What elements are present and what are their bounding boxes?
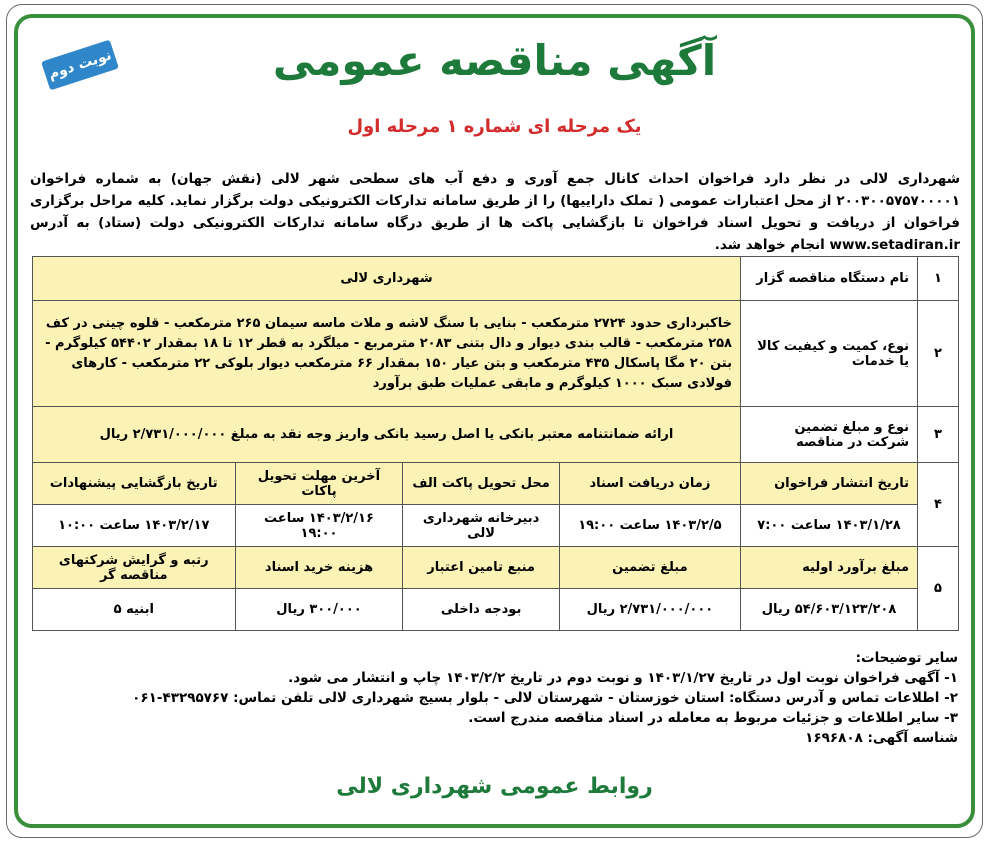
tender-table	[32, 256, 959, 631]
row-value: خاکبرداری حدود ۲۷۲۴ مترمکعب - بنایی با سنگ لاشه و ملات ماسه سیمان ۲۶۵ مترمکعب - قلوه چینی در کف ۲۵۸ مترمکعب - قالب بندی دیوار و دال بتنی ۲۰۸۳ مترمربع - میلگرد به قطر ۱۲ تا ۱۸ بمقدار ۵۴۴۰۲ کیلوگرم - بتن ۲۰ مگا پاسکال ۴۳۵ مترمکعب و بتن عیار ۱۵۰ بمقدار ۶۶ مترمکعب دیوار بلوکی ۲۲ مترمکعب - کارهای فولادی سبک ۱۰۰۰ کیلوگرم و مابقی عملیات طبق برآورد	[33, 301, 741, 407]
row-number: ۲	[918, 301, 959, 407]
header-cell: منبع تامین اعتبار	[403, 547, 559, 589]
second-round-badge: نوبت دوم	[41, 40, 119, 91]
intro-paragraph: شهرداری لالی در نظر دارد فراخوان احداث کانال جمع آوری و دفع آب های سطحی شهر لالی (نقش جهان) به شماره فراخوان ۲۰۰۳۰۰۵۷۵۷۰۰۰۰۱ از محل اعتبارات عمومی ( تملک داراییها) را از طریق سامانه تدارکات الکترونیکی دولت برگزار نماید. کلیه مراحل برگزاری فراخوان از دریافت و تحویل اسناد فراخوان تا بازگشایی پاکت ها از طریق درگاه سامانه تدارکات الکترونیکی دولت (ستاد) به آدرس www.setadiran.ir انجام خواهد شد.	[30, 171, 960, 253]
value-cell: ۵۴/۶۰۳/۱۲۳/۲۰۸ ریال	[741, 589, 918, 631]
value-cell: بودجه داخلی	[403, 589, 559, 631]
notes-heading: سایر توضیحات:	[855, 650, 958, 666]
row-number: ۴	[918, 463, 959, 547]
value-cell: ۱۴۰۳/۲/۱۷ ساعت ۱۰:۰۰	[33, 505, 236, 547]
row-label: نوع و مبلغ تضمین شرکت در مناقصه	[741, 407, 918, 463]
header-cell: محل تحویل پاکت الف	[403, 463, 559, 505]
table-row	[33, 301, 959, 407]
table-row	[33, 463, 959, 505]
value-cell: ۱۴۰۳/۲/۵ ساعت ۱۹:۰۰	[559, 505, 740, 547]
value-cell: ۱۴۰۳/۲/۱۶ ساعت ۱۹:۰۰	[235, 505, 403, 547]
note-item: ۱- آگهی فراخوان نوبت اول در تاریخ ۱۴۰۳/۱/۲۷ و نوبت دوم در تاریخ ۱۴۰۳/۲/۲ چاپ و انتشار می شود.	[288, 670, 958, 686]
row-label: نوع، کمیت و کیفیت کالا یا خدمات	[741, 301, 918, 407]
header-cell: تاریخ انتشار فراخوان	[741, 463, 918, 505]
page-title: آگهی مناقصه عمومی	[272, 36, 717, 85]
header-cell: آخرین مهلت تحویل پاکات	[235, 463, 403, 505]
table-row	[33, 589, 959, 631]
table-row	[33, 407, 959, 463]
header-cell: زمان دریافت اسناد	[559, 463, 740, 505]
row-number: ۳	[918, 407, 959, 463]
note-item: ۳- سایر اطلاعات و جزئیات مربوط به معامله در اسناد مناقصه مندرج است.	[468, 710, 958, 726]
row-label: نام دستگاه مناقصه گزار	[741, 257, 918, 301]
notes-section	[30, 648, 958, 748]
header-cell: مبلغ برآورد اولیه	[741, 547, 918, 589]
table-row	[33, 547, 959, 589]
value-cell: دبیرخانه شهرداری لالی	[403, 505, 559, 547]
value-cell: ابنیه ۵	[33, 589, 236, 631]
row-value: ارائه ضمانتنامه معتبر بانکی یا اصل رسید بانکی واریز وجه نقد به مبلغ ۲/۷۳۱/۰۰۰/۰۰۰ ریال	[33, 407, 741, 463]
value-cell: ۱۴۰۳/۱/۲۸ ساعت ۷:۰۰	[741, 505, 918, 547]
header-cell: مبلغ تضمین	[559, 547, 740, 589]
table-row	[33, 257, 959, 301]
value-cell: ۳۰۰/۰۰۰ ریال	[235, 589, 403, 631]
row-number: ۵	[918, 547, 959, 631]
row-number: ۱	[918, 257, 959, 301]
footer-signature: روابط عمومی شهرداری لالی	[336, 774, 653, 799]
value-cell: ۲/۷۳۱/۰۰۰/۰۰۰ ریال	[559, 589, 740, 631]
note-item: ۲- اطلاعات تماس و آدرس دستگاه: استان خوزستان - شهرستان لالی - بلوار بسیج شهرداری لالی تلفن تماس: ۴۳۲۹۵۷۶۷-۰۶۱	[132, 690, 958, 706]
header-cell: تاریخ بازگشایی پیشنهادات	[33, 463, 236, 505]
row-value: شهرداری لالی	[33, 257, 741, 301]
header-cell: رتبه و گرایش شرکتهای مناقصه گر	[33, 547, 236, 589]
table-row	[33, 505, 959, 547]
header-cell: هزینه خرید اسناد	[235, 547, 403, 589]
ad-id: شناسه آگهی: ۱۶۹۶۸۰۸	[805, 730, 958, 746]
page-subtitle: یک مرحله ای شماره ۱ مرحله اول	[347, 116, 642, 137]
